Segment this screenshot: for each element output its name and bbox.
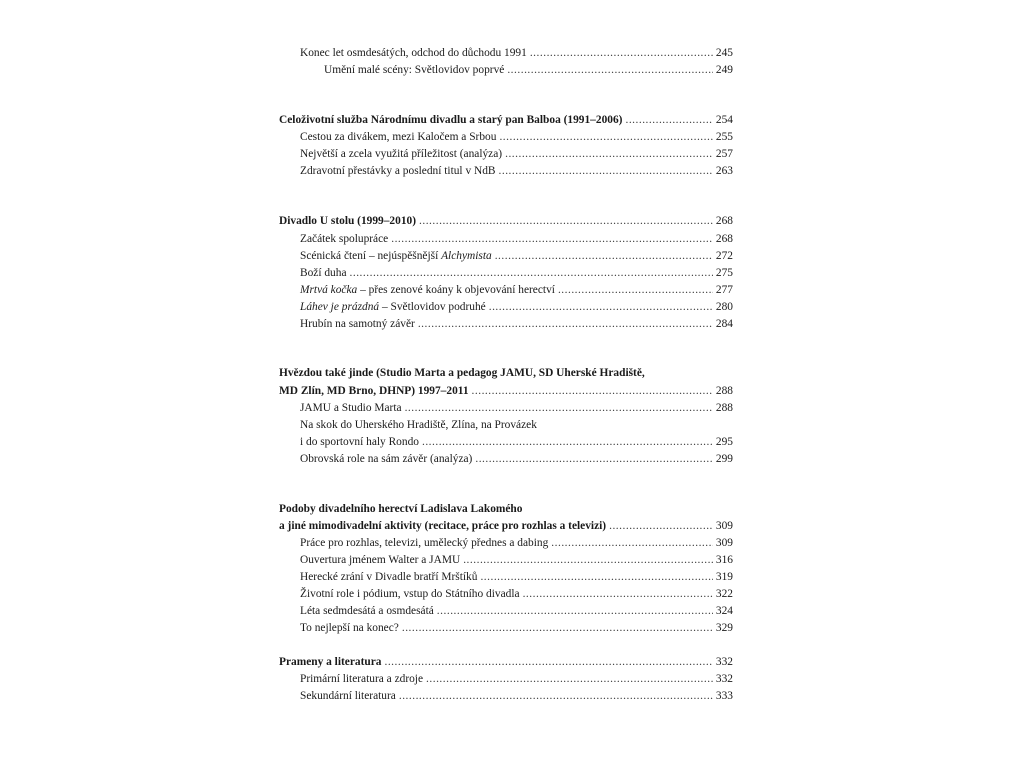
toc-entry [300, 248, 733, 265]
toc-entry [300, 671, 733, 688]
toc-page-number: 272 [715, 250, 733, 262]
toc-entry-title: Zdravotní přestávky a poslední titul v NdB [300, 165, 496, 177]
toc-dot-leader [463, 552, 713, 569]
toc-dot-leader [405, 400, 713, 417]
toc-dot-leader [350, 265, 713, 282]
toc-dot-leader [402, 620, 713, 637]
toc-entry-title: Herecké zrání v Divadle bratří Mrštíků [300, 571, 478, 583]
toc-entry-title: Práce pro rozhlas, televizi, umělecký přednes a dabing [300, 537, 549, 549]
toc-page-number: 333 [715, 690, 733, 702]
toc-dot-leader [419, 213, 713, 230]
toc-dot-leader [472, 383, 713, 400]
toc-dot-leader [609, 518, 713, 535]
toc-entry-title: Celoživotní služba Národnímu divadlu a starý pan Balboa (1991–2006) [279, 114, 623, 126]
toc-dot-leader [422, 434, 713, 451]
toc-dot-leader [480, 569, 712, 586]
toc-entry [300, 231, 733, 248]
toc-entry [300, 451, 733, 468]
toc-dot-leader [625, 112, 712, 129]
toc-dot-leader [499, 129, 712, 146]
toc-entry [300, 434, 733, 451]
toc-entry-title: Láhev je prázdná – Světlovidov podruhé [300, 301, 486, 313]
toc-entry-title: Divadlo U stolu (1999–2010) [279, 215, 417, 227]
toc-entry [279, 654, 733, 671]
toc-entry-title: Mrtvá kočka – přes zenové koány k objevování herectví [300, 284, 555, 296]
toc-entry-title: Začátek spolupráce [300, 233, 389, 245]
toc-page-number: 254 [715, 114, 733, 126]
toc-page-number: 319 [715, 571, 733, 583]
toc-entry-title: a jiné mimodivadelní aktivity (recitace, práce pro rozhlas a televizi) [279, 520, 607, 532]
toc-entry-title: Podoby divadelního herectví Ladislava Lakomého [279, 503, 523, 515]
toc-page-number: 309 [715, 520, 733, 532]
toc-dot-leader [391, 231, 713, 248]
toc-entry [279, 213, 733, 230]
toc-page-number: 324 [715, 605, 733, 617]
toc-entry [300, 282, 733, 299]
toc-entry [300, 620, 733, 637]
toc-entry-title: To nejlepší na konec? [300, 622, 399, 634]
toc-entry [300, 688, 733, 705]
toc-entry-title: MD Zlín, MD Brno, DHNP) 1997–2011 [279, 385, 469, 397]
toc-entry [300, 535, 733, 552]
toc-dot-leader [523, 586, 713, 603]
toc-entry [300, 316, 733, 333]
toc-entry-title: Největší a zcela využitá příležitost (analýza) [300, 148, 503, 160]
toc-dot-leader [499, 163, 713, 180]
toc-dot-leader [384, 654, 712, 671]
toc-entry-title: Primární literatura a zdroje [300, 673, 424, 685]
toc-page-number: 249 [715, 64, 733, 76]
toc-page-number: 329 [715, 622, 733, 634]
toc-page-number: 268 [715, 233, 733, 245]
toc-entry [300, 417, 537, 434]
toc-entry [300, 129, 733, 146]
toc-entry-title: Obrovská role na sám závěr (analýza) [300, 453, 473, 465]
toc-page-number: 284 [715, 318, 733, 330]
toc-entry-title: Boží duha [300, 267, 347, 279]
toc-page-number: 275 [715, 267, 733, 279]
toc-dot-leader [437, 603, 713, 620]
toc-entry-title: Hvězdou také jinde (Studio Marta a pedagog JAMU, SD Uherské Hradiště, [279, 367, 645, 379]
toc-entry [279, 112, 733, 129]
toc-page-number: 288 [715, 385, 733, 397]
toc-entry-title: Léta sedmdesátá a osmdesátá [300, 605, 434, 617]
toc-entry-title: Ouvertura jménem Walter a JAMU [300, 554, 461, 566]
toc-entry [300, 146, 733, 163]
toc-entry [279, 383, 733, 400]
toc-entry-title: Prameny a literatura [279, 656, 382, 668]
toc-dot-leader [551, 535, 713, 552]
toc-page-number: 322 [715, 588, 733, 600]
toc-entry [300, 45, 733, 62]
toc-page-number: 255 [715, 131, 733, 143]
toc-page-number: 316 [715, 554, 733, 566]
toc-entry-title: Sekundární literatura [300, 690, 396, 702]
toc-entry [300, 569, 733, 586]
toc-entry-title: Scénická čtení – nejúspěšnější Alchymista [300, 250, 492, 262]
toc-page-number: 245 [715, 47, 733, 59]
toc-entry [300, 299, 733, 316]
toc-entry [279, 501, 522, 518]
toc-dot-leader [507, 62, 713, 79]
toc-page-number: 332 [715, 673, 733, 685]
toc-entry-title: i do sportovní haly Rondo [300, 436, 419, 448]
toc-dot-leader [418, 316, 713, 333]
toc-page-number: 309 [715, 537, 733, 549]
toc-entry-title: Konec let osmdesátých, odchod do důchodu 1991 [300, 47, 527, 59]
toc-entry [279, 518, 733, 535]
toc-dot-leader [505, 146, 713, 163]
toc-entry-title: Cestou za divákem, mezi Kaločem a Srbou [300, 131, 497, 143]
toc-entry [300, 603, 733, 620]
toc-page-number: 257 [715, 148, 733, 160]
toc-dot-leader [558, 282, 713, 299]
toc-page-number: 268 [715, 215, 733, 227]
toc-dot-leader [495, 248, 713, 265]
toc-entry-title: Životní role i pódium, vstup do Státního divadla [300, 588, 520, 600]
toc-page-number: 288 [715, 402, 733, 414]
toc-page-number: 277 [715, 284, 733, 296]
toc-dot-leader [530, 45, 713, 62]
toc-dot-leader [426, 671, 713, 688]
toc-entry-title: JAMU a Studio Marta [300, 402, 402, 414]
toc-page-number: 295 [715, 436, 733, 448]
toc-dot-leader [475, 451, 713, 468]
toc-page-number: 263 [715, 165, 733, 177]
toc-entry [300, 552, 733, 569]
toc-entry-title: Umění malé scény: Světlovidov poprvé [324, 64, 505, 76]
toc-entry [300, 163, 733, 180]
toc-entry [300, 265, 733, 282]
toc-page-number: 299 [715, 453, 733, 465]
toc-entry-title: Hrubín na samotný závěr [300, 318, 415, 330]
toc-entry [279, 365, 645, 382]
toc-dot-leader [399, 688, 713, 705]
toc-page-number: 280 [715, 301, 733, 313]
toc-entry [300, 400, 733, 417]
toc-entry [324, 62, 733, 79]
toc-entry [300, 586, 733, 603]
toc-entry-title: Na skok do Uherského Hradiště, Zlína, na Provázek [300, 419, 537, 431]
toc-dot-leader [489, 299, 713, 316]
toc-page-number: 332 [715, 656, 733, 668]
